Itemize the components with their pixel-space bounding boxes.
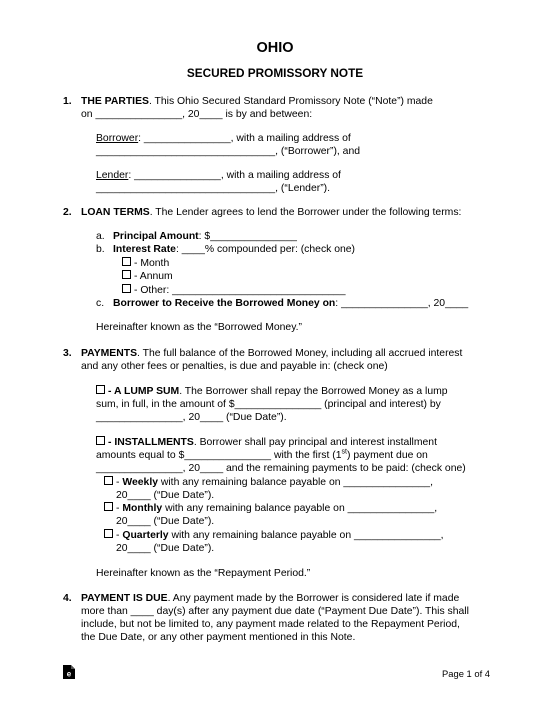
- interest-rate-label: Interest Rate: [113, 244, 176, 255]
- page-number: Page 1 of 4: [442, 668, 490, 679]
- item-b-mark: b.: [96, 244, 105, 255]
- receive-date-blank: : _______________, 20____: [335, 298, 469, 309]
- section-2-heading: LOAN TERMS: [81, 207, 150, 218]
- interest-rate-line: [113, 243, 355, 256]
- section-1-line-2: on _______________, 20____ is by and between:: [81, 109, 313, 120]
- installments-due-text: ) payment due on: [346, 450, 428, 461]
- section-3-heading: PAYMENTS: [81, 348, 138, 359]
- lump-sum-line-1: [96, 385, 448, 398]
- interest-rate-blank: : ____% compounded per: (check one): [175, 244, 356, 255]
- section-3-text: . The full balance of the Borrowed Money, including all accrued interest: [137, 348, 463, 359]
- page-title: OHIO: [256, 40, 294, 56]
- section-4-heading: PAYMENT IS DUE: [81, 593, 168, 604]
- section-1-number: 1.: [63, 96, 72, 107]
- lump-sum-text: . The Borrower shall repay the Borrowed Money as a lump: [179, 386, 448, 397]
- checkbox-annum[interactable]: [122, 270, 131, 279]
- monthly-label: Monthly: [122, 503, 163, 514]
- installments-line-3: _______________, 20____ and the remaining payments to be paid: (check one): [96, 463, 466, 474]
- borrower-address-line: _______________________________, (“Borrower”), and: [96, 146, 361, 157]
- lump-sum-label: - A LUMP SUM: [108, 386, 180, 397]
- monthly-line-1: [104, 502, 437, 515]
- checkbox-other[interactable]: [122, 284, 131, 293]
- svg-text:e: e: [66, 669, 72, 679]
- section-1-heading: THE PARTIES: [81, 96, 149, 107]
- quarterly-text: with any remaining balance payable on _______________,: [168, 530, 444, 541]
- section-1-line-1: [81, 95, 433, 108]
- monthly-text: with any remaining balance payable on _______________,: [162, 503, 438, 514]
- monthly-line-2: 20____ (“Due Date”).: [116, 516, 215, 527]
- checkbox-monthly[interactable]: [104, 502, 113, 511]
- weekly-label: Weekly: [122, 477, 158, 488]
- option-other-label: - Other: ______________________________: [134, 285, 346, 296]
- quarterly-dash: -: [116, 530, 123, 541]
- installments-text: . Borrower shall pay principal and interest installment: [193, 437, 437, 448]
- section-1-text: . This Ohio Secured Standard Promissory Note (“Note”) made: [148, 96, 433, 107]
- section-4-line-4: the Due Date, or any other payment mentioned in this Note.: [81, 632, 356, 643]
- eforms-logo-icon: [62, 664, 76, 680]
- checkbox-quarterly[interactable]: [104, 529, 113, 538]
- weekly-text: with any remaining balance payable on _______________,: [157, 477, 433, 488]
- borrowed-money-note: Hereinafter known as the “Borrowed Money.”: [96, 322, 302, 333]
- page-subtitle: SECURED PROMISSORY NOTE: [186, 66, 364, 80]
- item-c-mark: c.: [96, 298, 105, 309]
- checkbox-weekly[interactable]: [104, 476, 113, 485]
- checkbox-month[interactable]: [122, 257, 131, 266]
- lump-sum-line-3: _______________, 20____ (“Due Date”).: [96, 412, 287, 423]
- section-3-line-1: [81, 347, 462, 360]
- section-4-line-2: more than ____ day(s) after any payment due date (“Payment Due Date”). This shall: [81, 606, 469, 617]
- weekly-dash: -: [116, 477, 123, 488]
- borrower-label: Borrower: [96, 133, 139, 144]
- lender-label: Lender: [96, 170, 129, 181]
- quarterly-line-2: 20____ (“Due Date”).: [116, 543, 215, 554]
- lender-address-line: _______________________________, (“Lender”).: [96, 183, 330, 194]
- principal-amount-label: Principal Amount: [113, 231, 199, 242]
- option-month: [122, 257, 169, 270]
- principal-amount-blank: : $_______________: [198, 231, 297, 242]
- principal-amount-line: [113, 230, 297, 243]
- checkbox-installments[interactable]: [96, 436, 105, 445]
- option-annum: [122, 270, 173, 283]
- receive-date-line: [113, 297, 468, 310]
- section-2-line-1: [81, 206, 461, 219]
- section-2-number: 2.: [63, 207, 72, 218]
- quarterly-label: Quarterly: [122, 530, 169, 541]
- installments-amount-text: amounts equal to $_______________ with the first (1: [96, 450, 342, 461]
- option-other: [122, 284, 345, 297]
- section-4-number: 4.: [63, 593, 72, 604]
- weekly-line-2: 20____ (“Due Date”).: [116, 490, 215, 501]
- section-3-line-2: and any other fees or penalties, is due and payable in: (check one): [81, 361, 388, 372]
- lender-line: [96, 169, 341, 182]
- checkbox-lump-sum[interactable]: [96, 385, 105, 394]
- monthly-dash: -: [116, 503, 123, 514]
- receive-date-label: Borrower to Receive the Borrowed Money on: [113, 298, 336, 309]
- lender-text: : _______________, with a mailing address of: [128, 170, 341, 181]
- section-4-line-3: include, but not be limited to, any payment made related to the Repayment Period,: [81, 619, 460, 630]
- option-month-label: - Month: [134, 258, 170, 269]
- item-a-mark: a.: [96, 231, 105, 242]
- borrower-line: [96, 132, 351, 145]
- section-2-text: . The Lender agrees to lend the Borrower under the following terms:: [149, 207, 462, 218]
- repayment-period-note: Hereinafter known as the “Repayment Period.”: [96, 568, 311, 579]
- option-annum-label: - Annum: [134, 271, 173, 282]
- installments-line-1: [96, 436, 437, 449]
- borrower-text: : _______________, with a mailing address of: [138, 133, 351, 144]
- ordinal-superscript: st: [341, 448, 347, 456]
- section-3-number: 3.: [63, 348, 72, 359]
- quarterly-line-1: [104, 529, 444, 542]
- lump-sum-line-2: sum, in full, in the amount of $_______________ (principal and interest) by: [96, 399, 441, 410]
- section-4-line-1: [81, 592, 459, 605]
- section-4-text: . Any payment made by the Borrower is considered late if made: [167, 593, 460, 604]
- installments-label: - INSTALLMENTS: [108, 437, 194, 448]
- installments-line-2: [96, 449, 428, 462]
- weekly-line-1: [104, 476, 433, 489]
